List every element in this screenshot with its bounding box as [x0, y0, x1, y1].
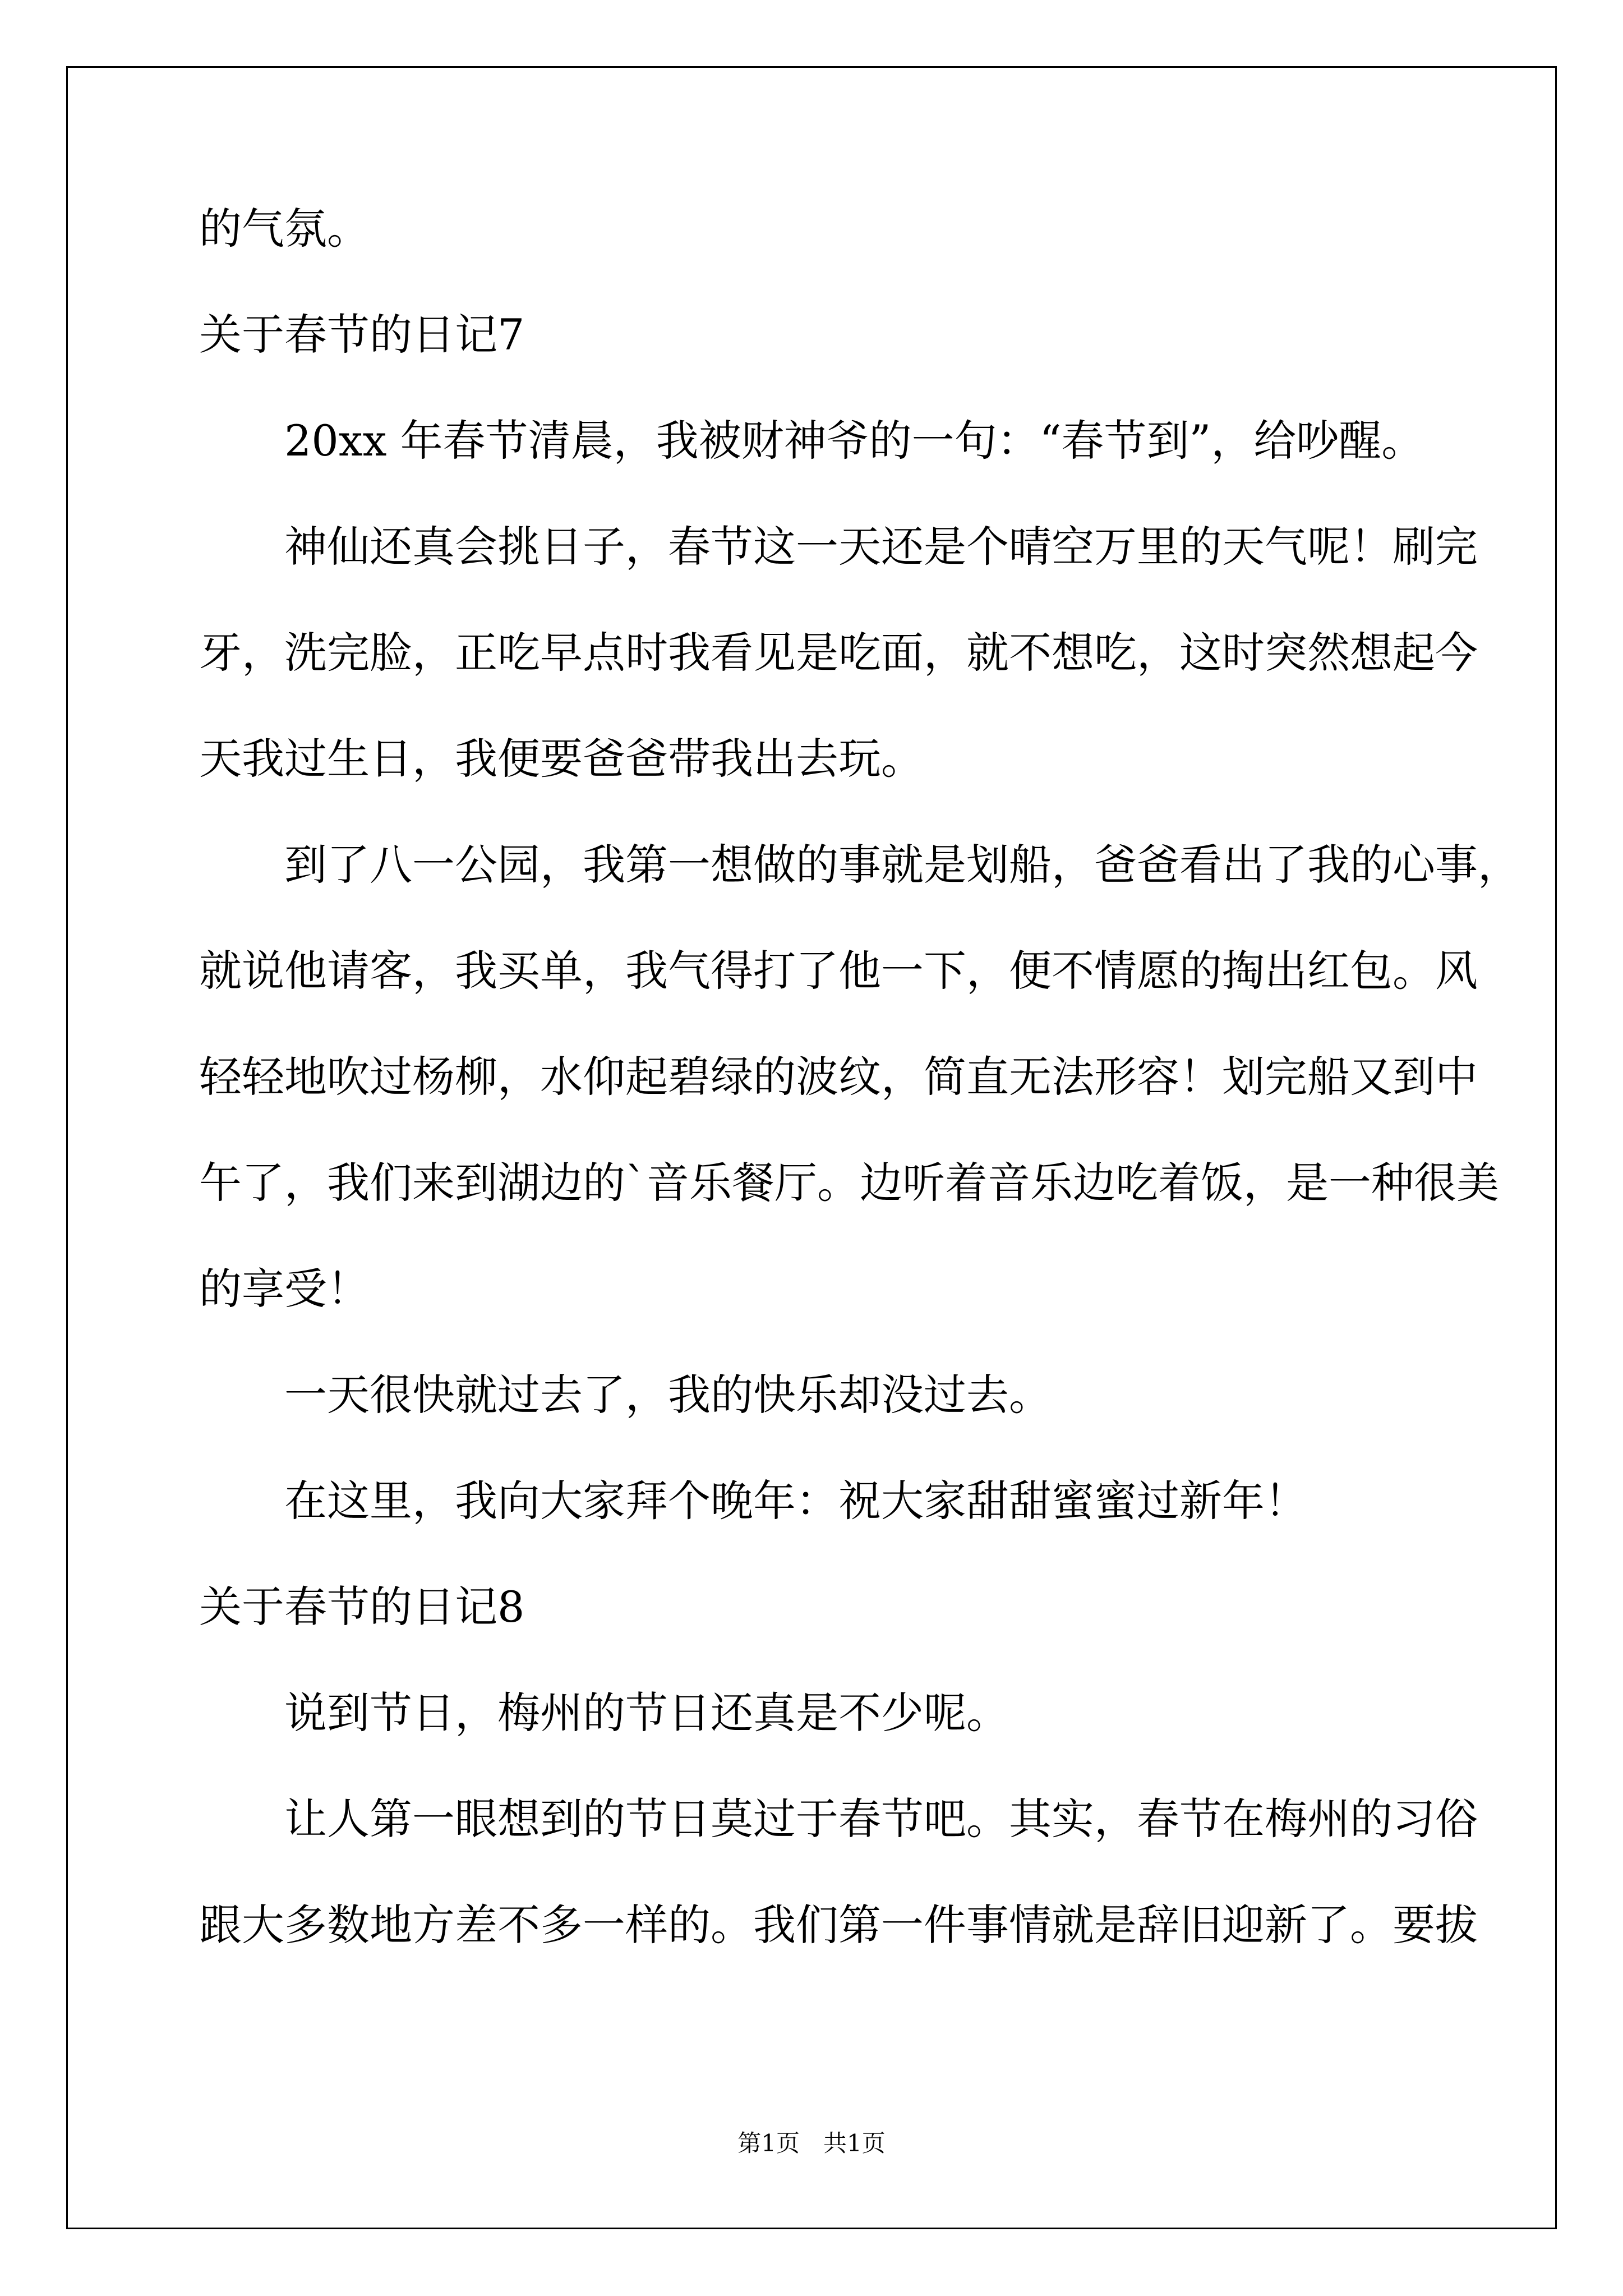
text-line: 神仙还真会挑日子，春节这一天还是个晴空万里的天气呢！刷完	[284, 522, 1478, 572]
text-line: 牙，洗完脸，正吃早点时我看见是吃面，就不想吃，这时突然想起今	[199, 628, 1478, 678]
text-line: 轻轻地吹过杨柳，水仰起碧绿的波纹，简直无法形容！划完船又到中	[199, 1052, 1478, 1102]
paragraph	[199, 840, 1520, 1314]
text-line: 关于春节的日记7	[199, 310, 525, 360]
text-line: 午了，我们来到湖边的`音乐餐厅。边听着音乐边吃着饭，是一种很美	[199, 1158, 1499, 1208]
text-line: 说到节日，梅州的节日还真是不少呢。	[284, 1688, 1009, 1738]
paragraph	[199, 1370, 1438, 1420]
text-line: 到了八一公园，我第一想做的事就是划船，爸爸看出了我的心事，	[284, 840, 1520, 890]
text-line: 就说他请客，我买单，我气得打了他一下，便不情愿的掏出红包。风	[199, 946, 1478, 996]
paragraph	[199, 522, 1478, 784]
text-line: 的享受！	[199, 1264, 370, 1314]
text-line: 一天很快就过去了，我的快乐却没过去。	[284, 1370, 1052, 1420]
paragraph	[199, 1688, 1438, 1738]
document-body	[199, 204, 1520, 2010]
text-line: 跟大多数地方差不多一样的。我们第一件事情就是辞旧迎新了。要拔	[199, 1900, 1478, 1950]
text-line: 天我过生日，我便要爸爸带我出去玩。	[199, 734, 924, 784]
section-heading	[199, 1582, 1438, 1632]
page-footer: 第1页 共1页	[737, 2129, 886, 2157]
text-line: 让人第一眼想到的节日莫过于春节吧。其实，春节在梅州的习俗	[284, 1794, 1478, 1844]
paragraph	[199, 416, 1438, 466]
paragraph	[199, 1476, 1438, 1526]
text-line: 关于春节的日记8	[199, 1582, 525, 1632]
paragraph	[199, 204, 1438, 254]
paragraph	[199, 1794, 1478, 1950]
text-line: 20xx 年春节清晨，我被财神爷的一句：“春节到”，给吵醒。	[284, 416, 1424, 466]
text-line: 在这里，我向大家拜个晚年：祝大家甜甜蜜蜜过新年！	[284, 1476, 1307, 1526]
section-heading	[199, 310, 1438, 360]
text-line: 的气氛。	[199, 204, 370, 254]
